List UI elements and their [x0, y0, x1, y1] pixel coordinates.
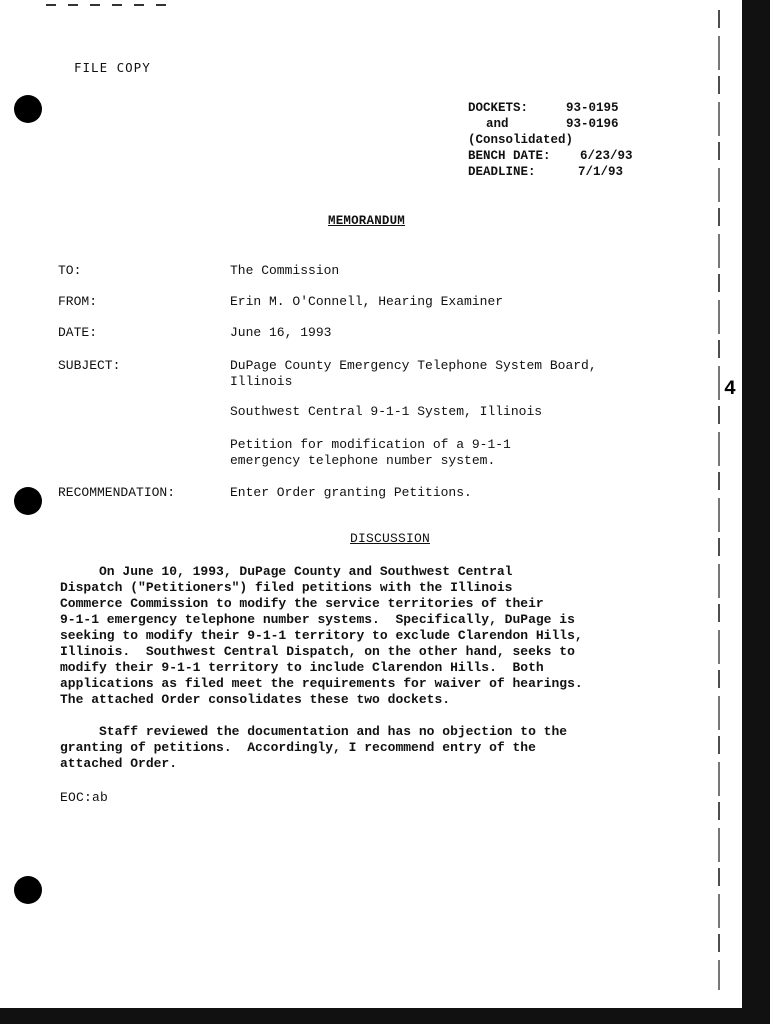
file-copy-stamp: FILE COPY [74, 60, 151, 75]
discussion-paragraph-2 [60, 724, 660, 772]
memo-title: MEMORANDUM [328, 214, 406, 228]
punch-hole-bottom [14, 876, 42, 904]
docket-number-2: 93-0196 [566, 117, 619, 131]
scan-border-right [742, 0, 770, 1024]
discussion-title: DISCUSSION [350, 531, 431, 546]
paragraph-line: On June 10, 1993, DuPage County and Southwest Central [60, 564, 513, 579]
paragraph-line: Dispatch ("Petitioners") filed petitions with the Illinois [60, 580, 513, 595]
dockets-label: DOCKETS: [468, 101, 529, 115]
bench-date-label: BENCH DATE: [468, 149, 551, 163]
recommendation-label: RECOMMENDATION: [58, 485, 176, 500]
paragraph-line: The attached Order consolidates these two dockets. [60, 692, 451, 707]
paragraph-line: seeking to modify their 9-1-1 territory to exclude Clarendon Hills, [60, 628, 583, 643]
paragraph-line: 9-1-1 emergency telephone number systems. Specifically, DuPage is [60, 612, 575, 627]
paragraph-line: granting of petitions. Accordingly, I recommend entry of the [60, 740, 536, 755]
from-label: FROM: [58, 294, 98, 309]
paragraph-line: attached Order. [60, 756, 178, 771]
scan-border-bottom [0, 1008, 770, 1024]
punch-hole-middle [14, 487, 42, 515]
date-value: June 16, 1993 [230, 325, 332, 340]
deadline-label: DEADLINE: [468, 165, 536, 179]
recommendation-value: Enter Order granting Petitions. [230, 485, 472, 500]
paragraph-line: modify their 9-1-1 territory to include Clarendon Hills. Both [60, 660, 544, 675]
punch-hole-top [14, 95, 42, 123]
typist-initials: EOC:ab [60, 790, 109, 805]
discussion-paragraph-1 [60, 564, 660, 708]
to-value: The Commission [230, 263, 340, 278]
paragraph-line: Staff reviewed the documentation and has no objection to the [60, 724, 568, 739]
paragraph-line: Commerce Commission to modify the service territories of their [60, 596, 544, 611]
docket-block [468, 100, 668, 180]
scan-artifact-edge-line [718, 10, 720, 990]
scan-artifact-top [46, 4, 166, 6]
deadline-value: 7/1/93 [578, 165, 624, 179]
subject-label: SUBJECT: [58, 358, 121, 373]
dockets-and: and [486, 117, 509, 131]
date-label: DATE: [58, 325, 98, 340]
docket-number-1: 93-0195 [566, 101, 619, 115]
subject-line-3: Petition for modification of a 9-1-1 emergency telephone number system. [230, 437, 511, 468]
subject-line-1: DuPage County Emergency Telephone System Board, Illinois [230, 358, 597, 389]
paragraph-line: applications as filed meet the requirements for waiver of hearings. [60, 676, 583, 691]
subject-line-2: Southwest Central 9-1-1 System, Illinois [230, 404, 543, 419]
bench-date-value: 6/23/93 [580, 149, 633, 163]
from-value: Erin M. O'Connell, Hearing Examiner [230, 294, 504, 309]
paragraph-line: Illinois. Southwest Central Dispatch, on the other hand, seeks to [60, 644, 575, 659]
dockets-consolidated: (Consolidated) [468, 133, 574, 147]
margin-mark: 4 [724, 378, 737, 401]
to-label: TO: [58, 263, 82, 278]
